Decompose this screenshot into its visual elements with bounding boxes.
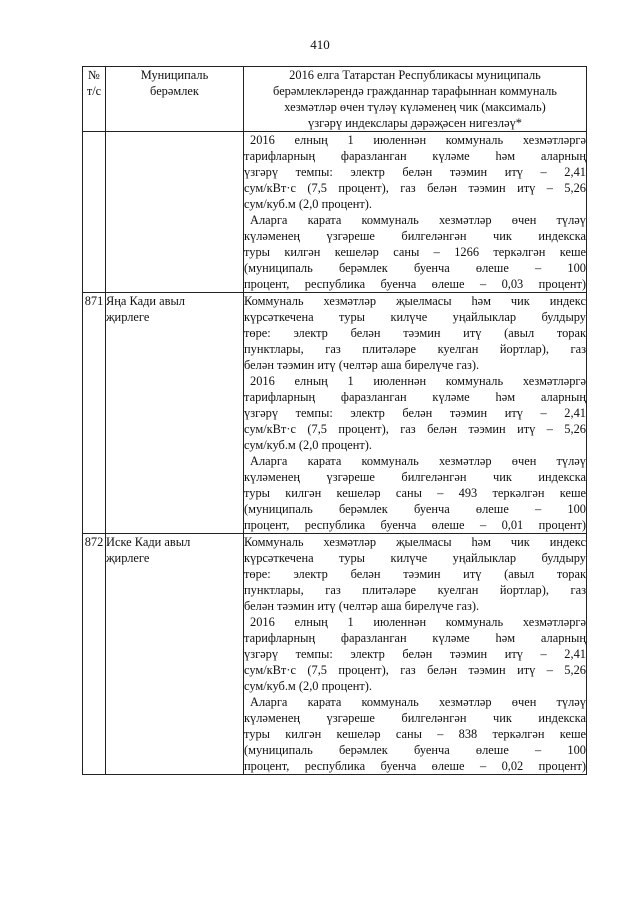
description-line: сум/кВт·с (7,5 процент), газ белән тәэмин итү – 5,26 bbox=[244, 181, 586, 195]
table-body bbox=[83, 132, 587, 775]
description-line: белән тәэмин итү (челтәр аша бирелүче газ). bbox=[244, 358, 480, 372]
description-line: 2016 елның 1 июленнән коммуналь хезмәтләргә bbox=[250, 374, 586, 388]
description-line: төре: электр белән тәэмин итү (авыл торак bbox=[244, 326, 586, 340]
description-line: күрсәткечена туры килүче уңайлыклар булдыру bbox=[244, 551, 586, 565]
description-line: процент, республика буенча өлеше – 0,03 процент) bbox=[244, 277, 586, 291]
header-number bbox=[83, 67, 106, 132]
description-line: тарифларның фаразланган күләме һәм аларның bbox=[244, 149, 586, 163]
description-line: Аларга карата коммуналь хезмәтләр өчен түләү bbox=[250, 213, 586, 227]
table-row bbox=[83, 293, 587, 534]
description-line: күләменең үзгәреше билгеләнгән чик индекска bbox=[244, 711, 586, 725]
municipality-line: җирлеге bbox=[106, 310, 150, 324]
description-line: пунктлары, газ плитәләре куелган йортлар), газ bbox=[244, 583, 586, 597]
municipality-line: җирлеге bbox=[106, 551, 150, 565]
description-line: туры килгән кешеләр саны – 1266 теркәлгән кеше bbox=[244, 245, 586, 259]
header-municipality-line: Муниципаль bbox=[140, 68, 209, 82]
header-description-line: 2016 елга Татарстан Республикасы муниципаль bbox=[289, 68, 541, 82]
description-line: төре: электр белән тәэмин итү (авыл торак bbox=[244, 567, 586, 581]
description-line: сум/кВт·с (7,5 процент), газ белән тәэмин итү – 5,26 bbox=[244, 663, 586, 677]
header-municipality-line: берәмлек bbox=[150, 84, 199, 98]
table-header-row bbox=[83, 67, 587, 132]
description-line: сум/куб.м (2,0 процент). bbox=[244, 197, 373, 211]
description-line: күрсәткечена туры килүче уңайлыклар булдыру bbox=[244, 310, 586, 324]
header-description bbox=[244, 67, 587, 132]
description-line: пунктлары, газ плитәләре куелган йортлар), газ bbox=[244, 342, 586, 356]
description-line: Аларга карата коммуналь хезмәтләр өчен түләү bbox=[250, 454, 586, 468]
row-description bbox=[244, 132, 587, 293]
header-number-line: № bbox=[88, 68, 100, 82]
description-line: Коммуналь хезмәтләр җыелмасы һәм чик индекс bbox=[244, 294, 586, 308]
header-number-line: т/с bbox=[86, 84, 102, 98]
municipality-line: Яңа Кади авыл bbox=[106, 294, 185, 308]
description-line: процент, республика буенча өлеше – 0,01 процент) bbox=[244, 518, 586, 532]
header-description-line: берәмлекләрендә гражданнар тарафыннан коммуналь bbox=[273, 84, 557, 98]
description-line: сум/кВт·с (7,5 процент), газ белән тәэмин итү – 5,26 bbox=[244, 422, 586, 436]
row-municipality bbox=[106, 293, 244, 534]
description-line: Коммуналь хезмәтләр җыелмасы һәм чик индекс bbox=[244, 535, 586, 549]
description-line: (муниципаль берәмлек буенча өлеше – 100 bbox=[244, 743, 586, 757]
header-description-line: үзгәрү индекслары дәрәҗәсен нигезләү* bbox=[308, 116, 522, 130]
description-line: белән тәэмин итү (челтәр аша бирелүче газ). bbox=[244, 599, 480, 613]
row-description bbox=[244, 534, 587, 775]
description-line: туры килгән кешеләр саны – 838 теркәлгән кеше bbox=[244, 727, 586, 741]
table-row bbox=[83, 534, 587, 775]
description-line: 2016 елның 1 июленнән коммуналь хезмәтләргә bbox=[250, 133, 586, 147]
description-line: үзгәрү темпы: электр белән тәэмин итү – 2,41 bbox=[244, 647, 586, 661]
description-line: тарифларның фаразланган күләме һәм аларның bbox=[244, 631, 586, 645]
table-row bbox=[83, 132, 587, 293]
description-line: сум/куб.м (2,0 процент). bbox=[244, 438, 373, 452]
header-description-line: хезмәтләр өчен түләү күләменең чик (максималь) bbox=[284, 100, 546, 114]
description-line: туры килгән кешеләр саны – 493 теркәлгән кеше bbox=[244, 486, 586, 500]
description-line: (муниципаль берәмлек буенча өлеше – 100 bbox=[244, 502, 586, 516]
description-line: (муниципаль берәмлек буенча өлеше – 100 bbox=[244, 261, 586, 275]
description-line: 2016 елның 1 июленнән коммуналь хезмәтләргә bbox=[250, 615, 586, 629]
row-number bbox=[83, 132, 106, 293]
description-line: үзгәрү темпы: электр белән тәэмин итү – 2,41 bbox=[244, 406, 586, 420]
description-line: тарифларның фаразланган күләме һәм аларның bbox=[244, 390, 586, 404]
description-line: сум/куб.м (2,0 процент). bbox=[244, 679, 373, 693]
page-number: 410 bbox=[310, 37, 330, 52]
row-municipality bbox=[106, 534, 244, 775]
municipal-index-table bbox=[82, 66, 587, 775]
municipality-line: Иске Кади авыл bbox=[106, 535, 191, 549]
description-line: Аларга карата коммуналь хезмәтләр өчен түләү bbox=[250, 695, 586, 709]
row-description bbox=[244, 293, 587, 534]
description-line: үзгәрү темпы: электр белән тәэмин итү – 2,41 bbox=[244, 165, 586, 179]
description-line: күләменең үзгәреше билгеләнгән чик индекска bbox=[244, 470, 586, 484]
row-municipality bbox=[106, 132, 244, 293]
row-number: 872 bbox=[83, 534, 106, 775]
description-line: күләменең үзгәреше билгеләнгән чик индекска bbox=[244, 229, 586, 243]
header-municipality bbox=[106, 67, 244, 132]
row-number: 871 bbox=[83, 293, 106, 534]
description-line: процент, республика буенча өлеше – 0,02 процент) bbox=[244, 759, 586, 773]
